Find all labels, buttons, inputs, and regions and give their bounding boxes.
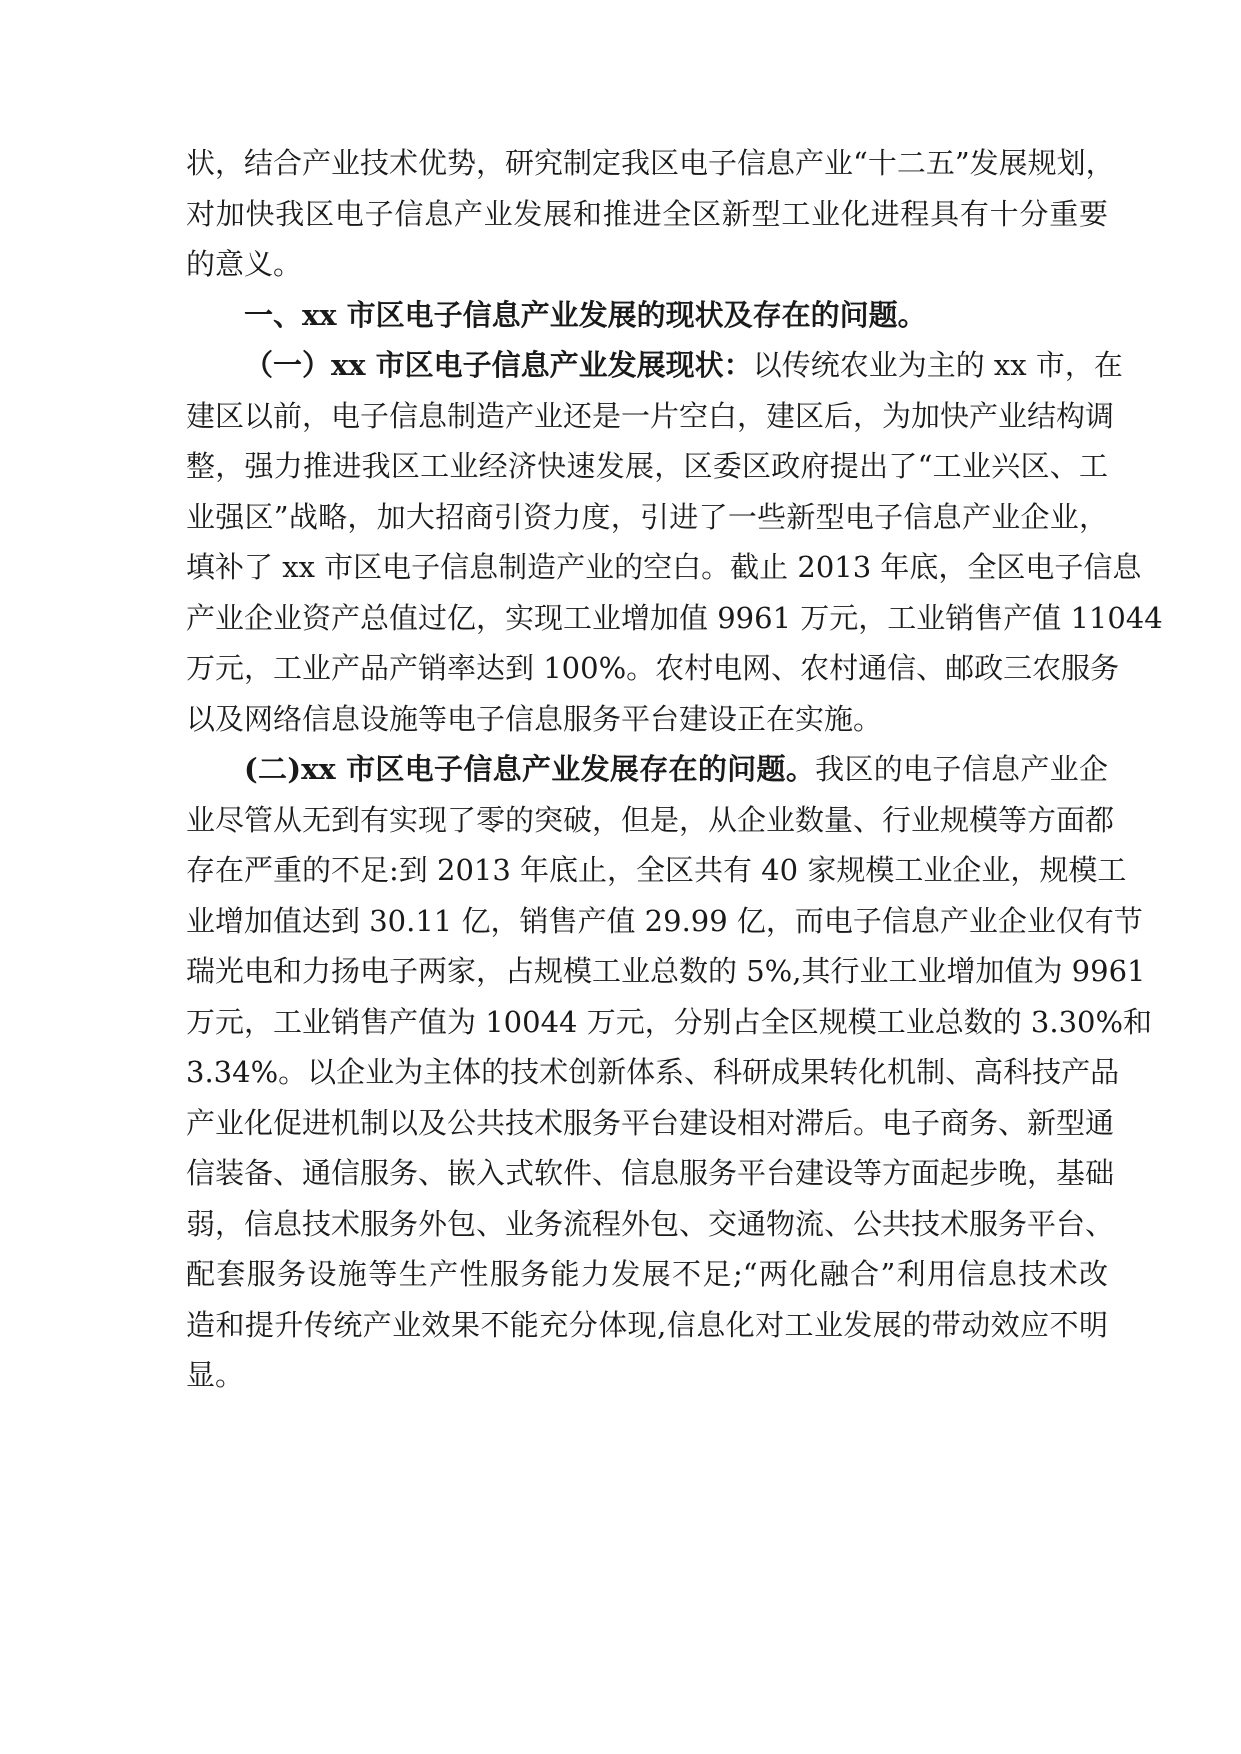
paragraph-line: 整，强力推进我区工业经济快速发展，区委区政府提出了“工业兴区、工	[186, 449, 1108, 483]
paragraph-line: 万元，工业销售产值为 10044 万元，分别占全区规模工业总数的 3.30%和	[186, 1004, 1153, 1039]
subsection-1-first-rest: 以传统农业为主的 xx 市，在	[752, 348, 1123, 382]
intro-line: 的意义。	[186, 247, 303, 281]
paragraph-line: 产业化促进机制以及公共技术服务平台建设相对滞后。电子商务、新型通	[186, 1105, 1115, 1140]
section-heading: 一、xx 市区电子信息产业发展的现状及存在的问题。	[244, 297, 927, 332]
paragraph-line: 业强区”战略，加大招商引资力度，引进了一些新型电子信息产业企业，	[186, 499, 1108, 534]
subsection-1-title: （一）xx 市区电子信息产业发展现状：	[244, 348, 753, 382]
paragraph-line: 3.34%。以企业为主体的技术创新体系、科研成果转化机制、高科技产品	[186, 1055, 1120, 1089]
paragraph-line: 瑞光电和力扬电子两家，占规模工业总数的 5%,其行业工业增加值为 9961	[186, 954, 1146, 988]
paragraph-line: 信装备、通信服务、嵌入式软件、信息服务平台建设等方面起步晚，基础	[186, 1156, 1115, 1190]
paragraph-line: 造和提升传统产业效果不能充分体现,信息化对工业发展的带动效应不明	[186, 1307, 1108, 1342]
subsection-2-first-rest: 我区的电子信息产业企	[815, 752, 1108, 786]
paragraph-line: 产业企业资产总值过亿，实现工业增加值 9961 万元，工业销售产值 11044	[186, 600, 1163, 635]
paragraph-line: 填补了 xx 市区电子信息制造产业的空白。截止 2013 年底，全区电子信息	[186, 550, 1142, 584]
paragraph-line: 弱，信息技术服务外包、业务流程外包、交通物流、公共技术服务平台、	[186, 1206, 1115, 1241]
paragraph-line: 业尽管从无到有实现了零的突破，但是，从企业数量、行业规模等方面都	[186, 802, 1115, 837]
subsection-1-first-line	[186, 340, 1123, 391]
paragraph-line: 以及网络信息设施等电子信息服务平台建设正在实施。	[186, 701, 883, 736]
paragraph-line: 配套服务设施等生产性服务能力发展不足;“两化融合”利用信息技术改	[186, 1257, 1108, 1291]
subsection-2-first-line	[186, 744, 1108, 795]
paragraph-line: 建区以前，电子信息制造产业还是一片空白，建区后，为加快产业结构调	[186, 398, 1115, 433]
document-page	[186, 138, 1163, 1401]
intro-line: 对加快我区电子信息产业发展和推进全区新型工业化进程具有十分重要	[186, 196, 1108, 231]
paragraph-line: 存在严重的不足:到 2013 年底止，全区共有 40 家规模工业企业，规模工	[186, 853, 1127, 887]
subsection-2-title: (二)xx 市区电子信息产业发展存在的问题。	[244, 752, 816, 786]
paragraph-line: 显。	[186, 1358, 245, 1392]
paragraph-line: 万元，工业产品产销率达到 100%。农村电网、农村通信、邮政三农服务	[186, 651, 1120, 685]
intro-line: 状，结合产业技术优势，研究制定我区电子信息产业“十二五”发展规划，	[186, 146, 1115, 180]
paragraph-line: 业增加值达到 30.11 亿，销售产值 29.99 亿，而电子信息产业企业仅有节	[186, 903, 1143, 938]
